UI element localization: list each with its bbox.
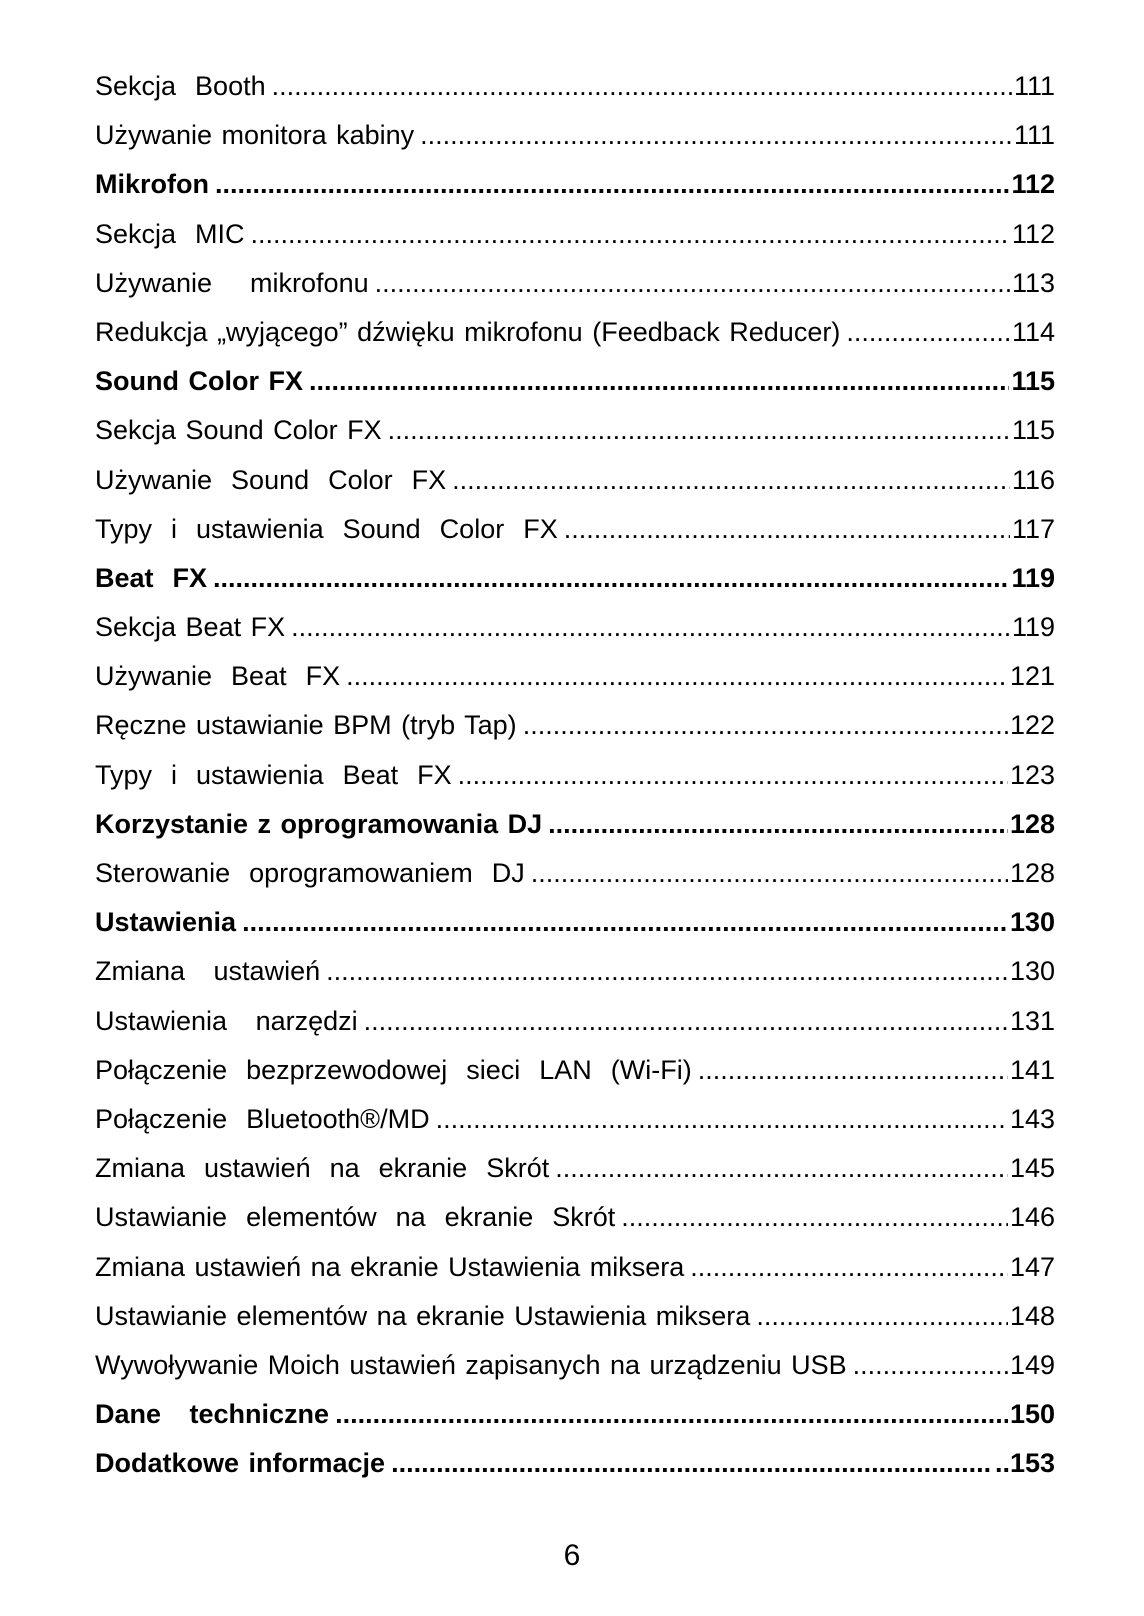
toc-entry[interactable] [95, 997, 1055, 1046]
toc-leader-dots [458, 751, 1008, 800]
toc-entry-label: Połączenie Bluetooth®/MD [95, 1103, 430, 1134]
toc-leader-dots [388, 406, 1010, 455]
toc-entry-label: Ustawianie elementów na ekranie Skrót [95, 1202, 616, 1233]
toc-entry[interactable] [95, 62, 1055, 111]
toc-entry[interactable] [95, 111, 1055, 160]
toc-entry-label: Używanie Beat FX [95, 661, 341, 692]
toc-entry-label: Dane techniczne [95, 1399, 330, 1430]
toc-leader-dots [564, 505, 1010, 554]
toc-leader-dots [326, 947, 1008, 996]
toc-leader-dots [272, 62, 1012, 111]
toc-entry[interactable] [95, 1144, 1055, 1193]
toc-entry[interactable] [95, 603, 1055, 652]
toc-entry[interactable] [95, 308, 1055, 357]
toc-entry[interactable] [95, 210, 1055, 259]
toc-leader-dots [346, 652, 1008, 701]
toc-entry-page: 112 [1011, 169, 1055, 200]
toc-entry-page: 128 [1009, 858, 1055, 888]
toc-entry[interactable] [95, 652, 1055, 701]
toc-entry[interactable] [95, 701, 1055, 750]
toc-entry-label: Zmiana ustawień [95, 956, 321, 987]
toc-entry-label: Zmiana ustawień na ekranie Skrót [95, 1153, 550, 1184]
toc-entry-label: Typy i ustawienia Beat FX [95, 759, 452, 790]
toc-entry-page: 113 [1011, 267, 1055, 298]
toc-entry-page: 116 [1011, 464, 1055, 495]
toc-entry-label: Połączenie bezprzewodowej sieci LAN (Wi-Fi) [95, 1054, 692, 1085]
page-number: 6 [563, 1539, 581, 1572]
toc-leader-dots [756, 1292, 1008, 1341]
toc-entry[interactable] [95, 357, 1055, 406]
toc-entry[interactable] [95, 947, 1055, 996]
toc-entry-page: 130 [1009, 907, 1055, 938]
toc-entry-page: 117 [1011, 513, 1055, 544]
toc-leader-dots [555, 1144, 1008, 1193]
toc-leader-dots [420, 111, 1012, 160]
toc-entry[interactable] [95, 1439, 1055, 1488]
toc-leader-dots [242, 898, 1008, 947]
toc-entry[interactable] [95, 456, 1055, 505]
toc-entry-page: 141 [1009, 1054, 1055, 1085]
toc-leader-dots [391, 1439, 993, 1488]
toc-entry-label: Używanie monitora kabiny [95, 120, 415, 151]
toc-entry-page: 145 [1009, 1153, 1055, 1184]
toc-entry-page: 119 [1011, 612, 1055, 643]
toc-entry-label: Używanie Sound Color FX [95, 464, 447, 495]
toc-entry[interactable] [95, 406, 1055, 455]
toc-entry-page: 115 [1011, 415, 1055, 446]
toc-leader-dots [698, 1046, 1008, 1095]
toc-entry-label: Zmiana ustawień na ekranie Ustawienia miksera [95, 1251, 685, 1282]
toc-entry-page: 122 [1009, 710, 1055, 741]
toc-entry-label: Sekcja Sound Color FX [95, 415, 382, 446]
toc-leader-dots [215, 160, 1009, 209]
toc-leader-dots [291, 603, 1010, 652]
toc-entry-page: 148 [1009, 1300, 1055, 1331]
toc-leader-dots [452, 456, 1010, 505]
toc-entry[interactable] [95, 1046, 1055, 1095]
toc-entry-label: Beat FX [95, 562, 208, 593]
toc-entry-label: Sekcja Beat FX [95, 612, 286, 643]
toc-entry[interactable] [95, 554, 1055, 603]
toc-entry-label: Sterowanie oprogramowaniem DJ [95, 858, 525, 888]
toc-leader-dots [690, 1243, 1008, 1292]
toc-entry-label: Ustawienia narzędzi [95, 1005, 358, 1036]
toc-entry-page: 131 [1009, 1005, 1055, 1036]
toc-entry-page: 130 [1009, 956, 1055, 987]
toc-entry-page: 119 [1011, 562, 1055, 593]
toc-entry-page: 149 [1009, 1349, 1055, 1380]
toc-entry[interactable] [95, 1193, 1055, 1242]
toc-entry[interactable] [95, 800, 1055, 849]
toc-leader-dots [436, 1095, 1008, 1144]
toc-leader-dots [621, 1193, 1008, 1242]
toc-leader-dots [309, 357, 1009, 406]
toc-entry-label: Używanie mikrofonu [95, 267, 369, 298]
toc-entry-label: Redukcja „wyjącego” dźwięku mikrofonu (Feedback Reducer) [95, 316, 841, 347]
toc-leader-dots [213, 554, 1009, 603]
toc-entry-page: 128 [1009, 808, 1055, 839]
toc-leader-dots [335, 1390, 1008, 1439]
toc-entry-label: Mikrofon [95, 169, 209, 200]
toc-entry-page: 115 [1011, 366, 1055, 397]
toc-entry-label: Typy i ustawienia Sound Color FX [95, 513, 558, 544]
toc-entry[interactable] [95, 1095, 1055, 1144]
toc-entry-label: Sound Color FX [95, 366, 303, 397]
toc-entry-label: Wywoływanie Moich ustawień zapisanych na urządzeniu USB [95, 1349, 847, 1380]
toc-entry[interactable] [95, 898, 1055, 947]
toc-entry-page: 114 [1011, 316, 1055, 347]
toc-entry[interactable] [95, 1341, 1055, 1390]
toc-entry-label: Dodatkowe informacje [95, 1448, 386, 1479]
toc-entry-page: 121 [1009, 661, 1055, 692]
toc-leader-dots [853, 1341, 1008, 1390]
toc-entry-page: 150 [1009, 1399, 1055, 1430]
toc-entry-page: ..153 [994, 1448, 1055, 1479]
toc-entry-label: Ustawianie elementów na ekranie Ustawienia miksera [95, 1300, 751, 1331]
toc-entry-label: Korzystanie z oprogramowania DJ [95, 808, 543, 839]
toc-entry-page: 123 [1009, 759, 1055, 790]
toc-entry-page: 146 [1009, 1202, 1055, 1233]
toc-entry-page: 143 [1009, 1103, 1055, 1134]
toc-leader-dots [548, 800, 1008, 849]
toc-entry[interactable] [95, 1390, 1055, 1439]
toc-leader-dots [251, 210, 1010, 259]
toc-entry[interactable] [95, 160, 1055, 209]
toc-leader-dots [375, 259, 1010, 308]
toc-entry-label: Sekcja Booth [95, 71, 266, 101]
toc-entry[interactable] [95, 259, 1055, 308]
toc-entry-page: 111 [1013, 120, 1055, 151]
toc-entry[interactable] [95, 1243, 1055, 1292]
toc-entry-label: Sekcja MIC [95, 218, 245, 249]
toc-entry[interactable] [95, 849, 1055, 898]
toc-entry[interactable] [95, 1292, 1055, 1341]
toc-entry-label: Ręczne ustawianie BPM (tryb Tap) [95, 710, 517, 741]
toc-leader-dots [846, 308, 1010, 357]
table-of-contents [95, 62, 1055, 1488]
toc-entry-page: 147 [1009, 1251, 1055, 1282]
toc-entry-page: 111 [1013, 71, 1055, 101]
toc-leader-dots [364, 997, 1008, 1046]
toc-entry-page: 112 [1011, 218, 1055, 249]
toc-leader-dots [531, 849, 1008, 898]
toc-entry[interactable] [95, 751, 1055, 800]
toc-leader-dots [523, 701, 1008, 750]
toc-entry[interactable] [95, 505, 1055, 554]
toc-entry-label: Ustawienia [95, 907, 237, 938]
